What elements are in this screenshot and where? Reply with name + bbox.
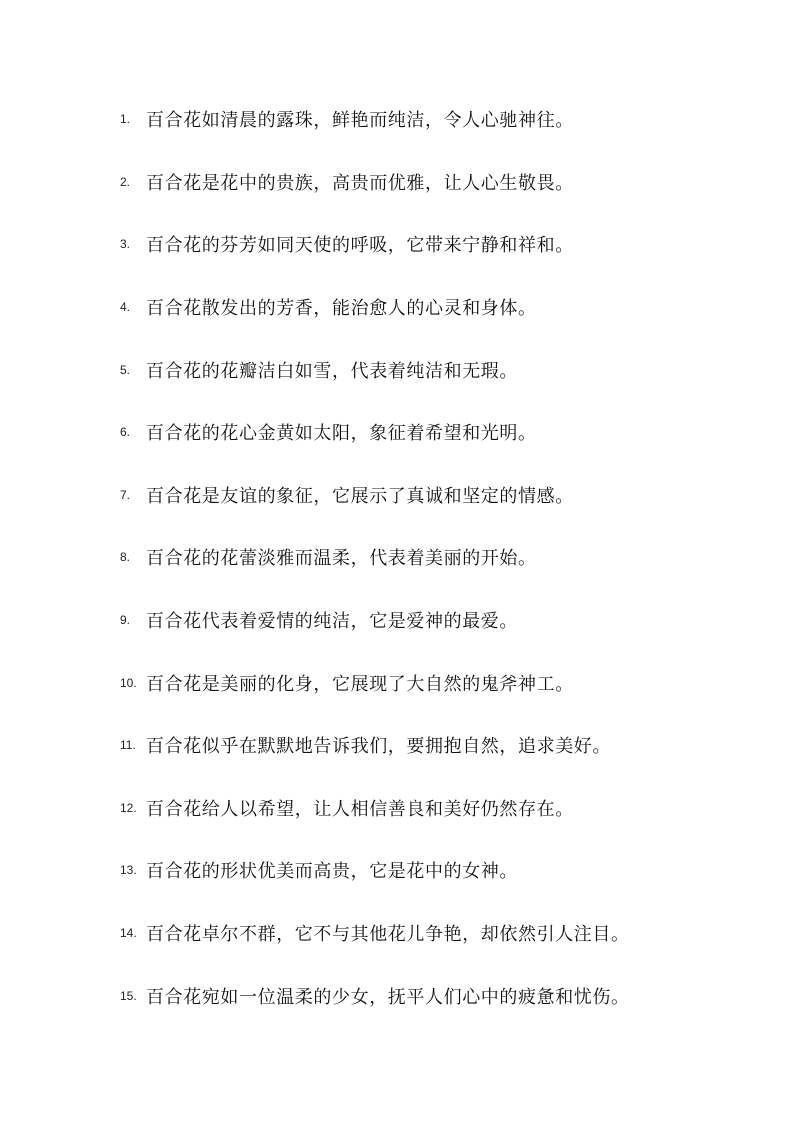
item-number: 7. xyxy=(120,487,131,502)
numbered-list xyxy=(0,88,800,1027)
item-text: 百合花的花蕾淡雅而温柔，代表着美丽的开始。 xyxy=(146,548,537,570)
item-number: 4. xyxy=(120,300,131,315)
item-text: 百合花卓尔不群，它不与其他花儿争艳，却依然引人注目。 xyxy=(146,924,630,946)
list-item xyxy=(0,276,800,339)
item-text: 百合花的花心金黄如太阳，象征着希望和光明。 xyxy=(146,423,537,445)
item-number: 6. xyxy=(120,425,131,440)
item-number: 12. xyxy=(120,800,137,815)
item-number: 2. xyxy=(120,174,131,189)
item-number: 3. xyxy=(120,237,131,252)
list-item xyxy=(0,589,800,652)
list-item xyxy=(0,777,800,840)
list-item xyxy=(0,651,800,714)
list-item xyxy=(0,839,800,902)
item-number: 15. xyxy=(120,988,137,1003)
item-text: 百合花如清晨的露珠，鲜艳而纯洁，令人心驰神往。 xyxy=(146,110,574,132)
list-item xyxy=(0,714,800,777)
list-item xyxy=(0,151,800,214)
item-text: 百合花是友谊的象征，它展示了真诚和坚定的情感。 xyxy=(146,485,574,507)
list-item xyxy=(0,964,800,1027)
item-text: 百合花似乎在默默地告诉我们，要拥抱自然，追求美好。 xyxy=(146,736,611,758)
list-item xyxy=(0,401,800,464)
list-item xyxy=(0,526,800,589)
item-text: 百合花代表着爱情的纯洁，它是爱神的最爱。 xyxy=(146,611,518,633)
item-text: 百合花是美丽的化身，它展现了大自然的鬼斧神工。 xyxy=(146,673,574,695)
item-number: 1. xyxy=(120,112,131,127)
list-item xyxy=(0,213,800,276)
item-text: 百合花给人以希望，让人相信善良和美好仍然存在。 xyxy=(146,798,574,820)
list-item xyxy=(0,464,800,527)
item-number: 8. xyxy=(120,550,131,565)
item-number: 9. xyxy=(120,613,131,628)
item-text: 百合花宛如一位温柔的少女，抚平人们心中的疲惫和忧伤。 xyxy=(146,986,630,1008)
item-number: 10. xyxy=(120,675,137,690)
item-number: 13. xyxy=(120,863,137,878)
item-text: 百合花散发出的芳香，能治愈人的心灵和身体。 xyxy=(146,298,537,320)
list-item xyxy=(0,902,800,965)
item-number: 11. xyxy=(120,738,136,753)
item-text: 百合花的形状优美而高贵，它是花中的女神。 xyxy=(146,861,518,883)
item-number: 14. xyxy=(120,926,137,941)
list-item xyxy=(0,338,800,401)
list-item xyxy=(0,88,800,151)
item-text: 百合花的芬芳如同天使的呼吸，它带来宁静和祥和。 xyxy=(146,235,574,257)
item-number: 5. xyxy=(120,362,131,377)
item-text: 百合花是花中的贵族，高贵而优雅，让人心生敬畏。 xyxy=(146,172,574,194)
item-text: 百合花的花瓣洁白如雪，代表着纯洁和无瑕。 xyxy=(146,360,518,382)
